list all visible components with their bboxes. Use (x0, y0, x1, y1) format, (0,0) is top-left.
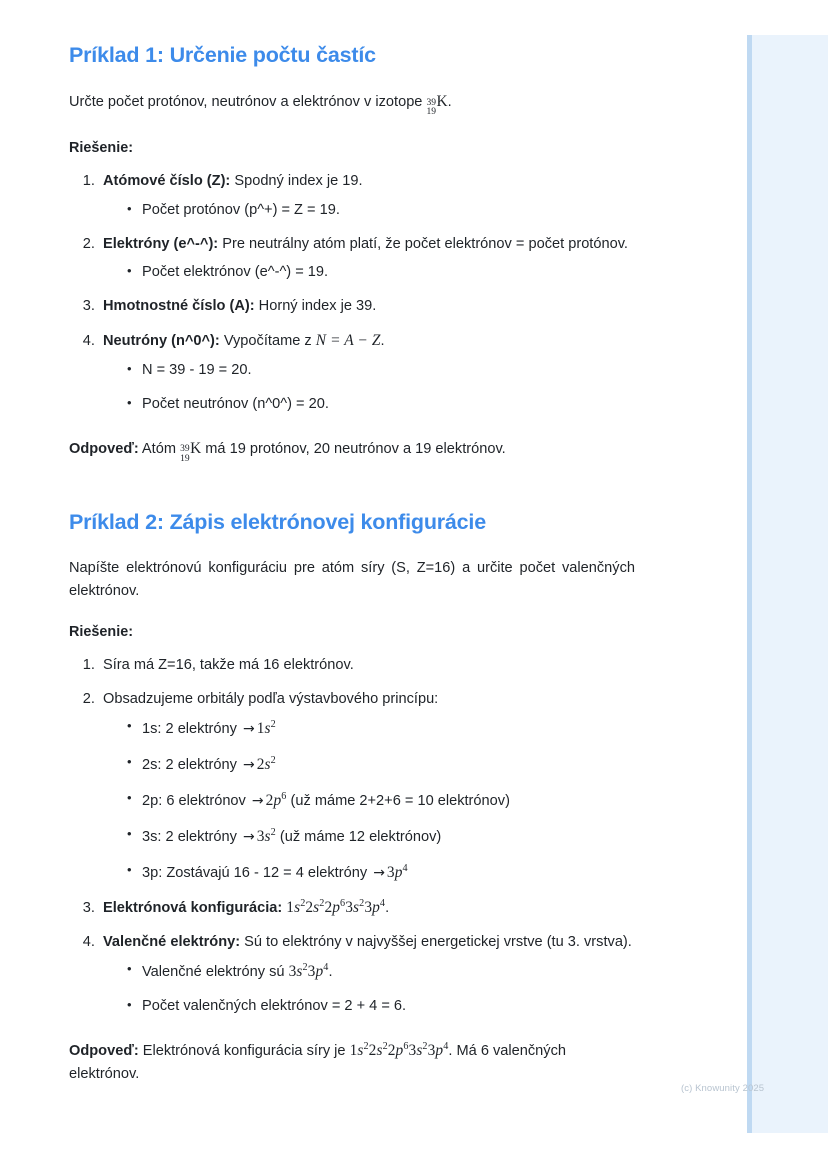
orbital-notation: $2s^2$ (256, 755, 276, 774)
list-item: • Počet elektrónov (e^-^) = 19. (127, 262, 635, 284)
isotope-notation-k39-answer (180, 439, 202, 465)
step-3-text-after: . (385, 899, 390, 916)
step-2-title: Elektróny (e^-^): (103, 235, 219, 252)
step-1-title: Atómové číslo (Z): (103, 173, 231, 190)
orbital-label: 2p: 6 elektrónov (142, 793, 246, 810)
step-4-text: Vypočítame z (219, 332, 316, 349)
example-1-answer-before: Atóm (138, 440, 181, 457)
example-2-heading: Príklad 2: Zápis elektrónovej konfigurácie (69, 510, 486, 535)
example-1-steps-list (69, 170, 635, 415)
step-item (99, 654, 635, 677)
example-1-heading: Príklad 1: Určenie počtu častíc (69, 43, 376, 67)
step-4-title: Valenčné elektróny: (103, 933, 241, 950)
step-1-sublist (103, 200, 635, 222)
list-item (127, 861, 635, 885)
step-item (99, 688, 635, 885)
valence-text-before: Valenčné elektróny sú (142, 964, 289, 981)
orbital-label: 1s: 2 elektróny (142, 721, 237, 738)
example-1-prompt-period: . (447, 93, 452, 110)
step-3-text: Horný index je 39. (254, 298, 377, 315)
step-4-title: Neutróny (n^0^): (103, 332, 220, 349)
isotope-mass-number: 39 (426, 96, 437, 108)
example-2-answer-label: Odpoveď: (69, 1043, 139, 1060)
valence-count-text: Počet valenčných elektrónov = 2 + 4 = 6. (142, 998, 407, 1015)
list-item: • N = 39 - 19 = 20. (127, 360, 635, 382)
step-3-title: Elektrónová konfigurácia: (103, 899, 283, 916)
watermark-copyright: (c) Knowunity 2025 (681, 1083, 765, 1094)
example-1-answer-after: má 19 protónov, 20 neutrónov a 19 elektrónov. (201, 440, 506, 457)
list-item (127, 996, 635, 1018)
step-3-title: Hmotnostné číslo (A): (103, 298, 255, 315)
isotope-mass-number: 39 (180, 443, 190, 455)
step-item (99, 896, 635, 920)
orbital-notation: $1s^2$ (256, 719, 276, 738)
step-4-text-after: . (380, 332, 385, 349)
orbital-notation: $3s^2$ (256, 826, 276, 846)
example-2-answer-before: Elektrónová konfigurácia síry je (138, 1043, 350, 1060)
arrow-right-icon: → (242, 757, 255, 774)
step-2-sublist (103, 262, 635, 284)
orbital-label: 3s: 2 elektróny (142, 829, 237, 846)
step-2-text: Pre neutrálny atóm platí, že počet elektrónov = počet protónov. (218, 235, 628, 252)
example-1-answer-label: Odpoveď: (69, 440, 139, 457)
example-1-answer (69, 437, 635, 465)
example-2-steps-list (69, 654, 635, 1018)
electron-configuration: $1s^22s^22p^63s^23p^4$ (286, 897, 386, 916)
list-item (127, 825, 635, 849)
isotope-notation-k39 (426, 92, 448, 118)
list-item (127, 717, 635, 741)
orbital-filling-list (103, 717, 635, 884)
example-1-section (69, 42, 635, 465)
valence-sublist (103, 960, 635, 1018)
isotope-atomic-number: 19 (426, 106, 437, 118)
orbital-tail: (už máme 12 elektrónov) (275, 829, 442, 846)
document-content (69, 42, 635, 1086)
example-1-prompt (69, 90, 635, 118)
example-1-prompt-text: Určte počet protónov, neutrónov a elektrónov v izotope (69, 93, 427, 110)
isotope-symbol: K (190, 439, 202, 457)
arrow-right-icon: → (373, 864, 385, 881)
example-2-solution-label: Riešenie: (69, 624, 133, 641)
step-4-text: Sú to elektróny v najvyššej energetickej vrstve (tu 3. vrstva). (240, 933, 632, 950)
arrow-right-icon: → (242, 829, 255, 846)
step-item (99, 295, 635, 318)
step-item (99, 233, 635, 285)
step-item (99, 170, 635, 222)
arrow-right-icon: → (251, 793, 264, 810)
valence-text-after: . (328, 964, 333, 981)
orbital-notation: $2p^6$ (265, 791, 287, 810)
neutron-formula: N = A − Z (315, 331, 381, 349)
example-2-prompt: Napíšte elektrónovú konfiguráciu pre atóm síry (S, Z=16) a určite počet valenčných elektrónov. (69, 559, 635, 599)
orbital-label: 2s: 2 elektróny (142, 757, 237, 774)
right-side-panel (747, 35, 828, 1133)
list-item (127, 960, 635, 984)
example-2-answer (69, 1039, 635, 1085)
step-4-sublist (103, 360, 635, 416)
example-2-answer-after: . Má 6 valenčných elektrónov. (69, 1043, 567, 1082)
example-1-solution-label: Riešenie: (69, 140, 133, 157)
orbital-notation: $3p^4$ (386, 862, 408, 881)
example-2-section (69, 509, 635, 1086)
step-1-text: Síra má Z=16, takže má 16 elektrónov. (103, 657, 354, 674)
step-item (99, 329, 635, 416)
step-1-text: Spodný index je 19. (230, 173, 363, 190)
right-panel-scroll-rail[interactable] (747, 35, 752, 1133)
isotope-atomic-number: 19 (180, 453, 190, 465)
list-item (127, 789, 635, 813)
list-item: • Počet neutrónov (n^0^) = 20. (127, 394, 635, 416)
list-item: • Počet protónov (p^+) = Z = 19. (127, 200, 635, 222)
orbital-label: 3p: Zostávajú 16 - 12 = 4 elektróny (142, 864, 368, 881)
isotope-symbol: K (436, 92, 448, 110)
step-item (99, 931, 635, 1018)
arrow-right-icon: → (242, 721, 255, 738)
step-2-text: Obsadzujeme orbitály podľa výstavbového princípu: (103, 690, 439, 707)
orbital-tail: (už máme 2+2+6 = 10 elektrónov) (286, 793, 510, 810)
list-item (127, 753, 635, 777)
valence-configuration: $3s^23p^4$ (288, 962, 329, 981)
answer-electron-configuration: $1s^22s^22p^63s^23p^4$ (349, 1040, 449, 1060)
